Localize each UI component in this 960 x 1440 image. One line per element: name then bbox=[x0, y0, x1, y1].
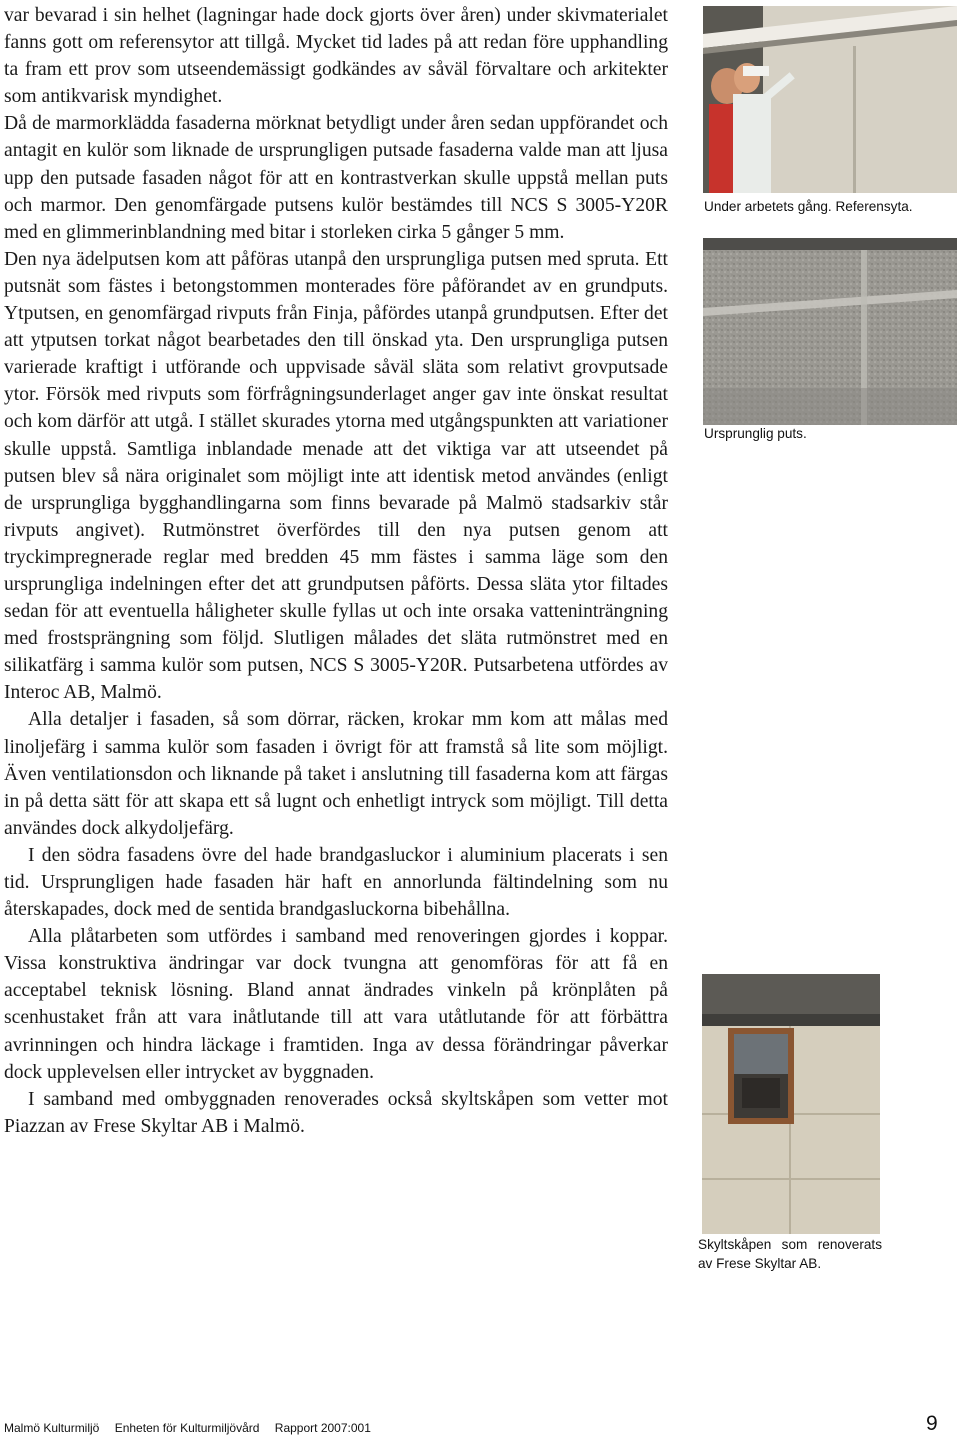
article-body bbox=[4, 2, 668, 1140]
paragraph: Alla detaljer i fasaden, så som dörrar, räcken, krokar mm kom att målas med linoljefärg i samma kulör som fasaden i övrigt för att framstå så lite som möjligt. Även ventilationsdon och liknande på taket i anslutning till fasaderna kom att färgas in på detta sätt för att skapa ett så lugnt och enhetligt intryck som möjligt. Till detta användes dock alkydoljefärg. bbox=[4, 709, 668, 839]
paragraph: Den nya ädelputsen kom att påföras utanpå den ursprungliga putsen med spruta. Ett putsnät som fästes i betongstommen monterades före påförandet av en grundputs. Ytputsen, en genomfärgad rivputs från Finja, påfördes utanpå grundputsen. Efter det att ytputsen torkat något bearbetades den till önskad yta. Den ursprungliga putsen varierade kraftigt i utförande och uppvisade såväl släta som relativt grovputsade ytor. Försök med rivputs som förfrågningsunderlaget anger gav inte önskat resultat och kom därför att utgå. I stället skurades ytorna med utgångspunkten att variationer skulle uppstå. Samtliga inblandade menade att det viktiga var att utseendet på putsen blev så nära originalet som möjligt inte att identisk metod användes (enligt de ursprungliga bygghandlingarna som finns bevarade på Malmö stadsarkiv står rivputs angivet). Rutmönstret överfördes till den nya putsen genom att tryckimpregnerade reglar med bredden 45 mm fästes i samma läge som den ursprungliga indelningen efter det att grundputsen påförts. Dessa släta ytor filtades sedan för att eventuella håligheter skulle fyllas ut och inte orsaka vatteninträngning med frostsprängning som följd. Slutligen målades det släta rutmönstret med en silikatfärg i samma kulör som putsen, NCS S 3005-Y20R. Putsarbetena utfördes av Interoc AB, Malmö. bbox=[4, 248, 668, 704]
paragraph: I den södra fasadens övre del hade brandgasluckor i aluminium placerats i sen tid. Ursprungligen hade fasaden här haft en annorlunda fältindelning som nu återskapades, dock med de sentida brandgasluckorna bibehållna. bbox=[4, 844, 668, 921]
photo-workers-plastering bbox=[703, 6, 957, 193]
paragraph: I samband med ombyggnaden renoverades också skyltskåpen som vetter mot Piazzan av Frese Skyltar AB i Malmö. bbox=[4, 1088, 668, 1137]
paragraph: Alla plåtarbeten som utfördes i samband med renoveringen gjordes i koppar. Vissa konstruktiva ändringar var dock tvungna att genomföras för att få en acceptabel teknisk lösning. Bland annat ändrades vinkeln på krönplåten på scenhustaket från att vara inåtlutande till att vara utåtlutande för att förbättra avrinningen och hindra läckage i framtiden. Inga av dessa förändringar påverkar dock upplevelsen eller intrycket av byggnaden. bbox=[4, 926, 668, 1083]
photo-caption: Skyltskåpen som renoverats av Frese Skyltar AB. bbox=[698, 1237, 882, 1271]
footer-org: Malmö Kulturmiljö bbox=[4, 1421, 100, 1435]
page-number: 9 bbox=[926, 1412, 938, 1435]
photo-caption: Ursprunglig puts. bbox=[704, 426, 807, 441]
paragraph: Då de marmorklädda fasaderna mörknat betydligt under åren sedan uppförandet och antagit en kulör som liknade de ursprungligen putsade fasaderna valde man att ljusa upp den putsade fasaden något för att en kontrastverkan skulle uppstå mellan puts och marmor. Den genomfärgade putsens kulör bestämdes till NCS S 3005-Y20R med en glimmerinblandning med bitar i storleken cirka 5 gånger 5 mm. bbox=[4, 113, 668, 243]
footer-unit: Enheten för Kulturmiljövård bbox=[114, 1421, 260, 1435]
photo-caption: Under arbetets gång. Referensyta. bbox=[704, 199, 913, 214]
photo-display-cabinet bbox=[702, 974, 880, 1234]
page-footer bbox=[4, 1421, 383, 1435]
footer-report: Rapport 2007:001 bbox=[274, 1421, 371, 1435]
photo-original-plaster bbox=[703, 238, 957, 425]
paragraph: var bevarad i sin helhet (lagningar hade dock gjorts över åren) under skivmaterialet fanns gott om referensytor att tillgå. Mycket tid lades på att redan före upphandling ta fram ett prov som utseendemässigt godkändes av såväl förvaltare och arkitekter som antikvarisk myndighet. bbox=[4, 5, 668, 108]
